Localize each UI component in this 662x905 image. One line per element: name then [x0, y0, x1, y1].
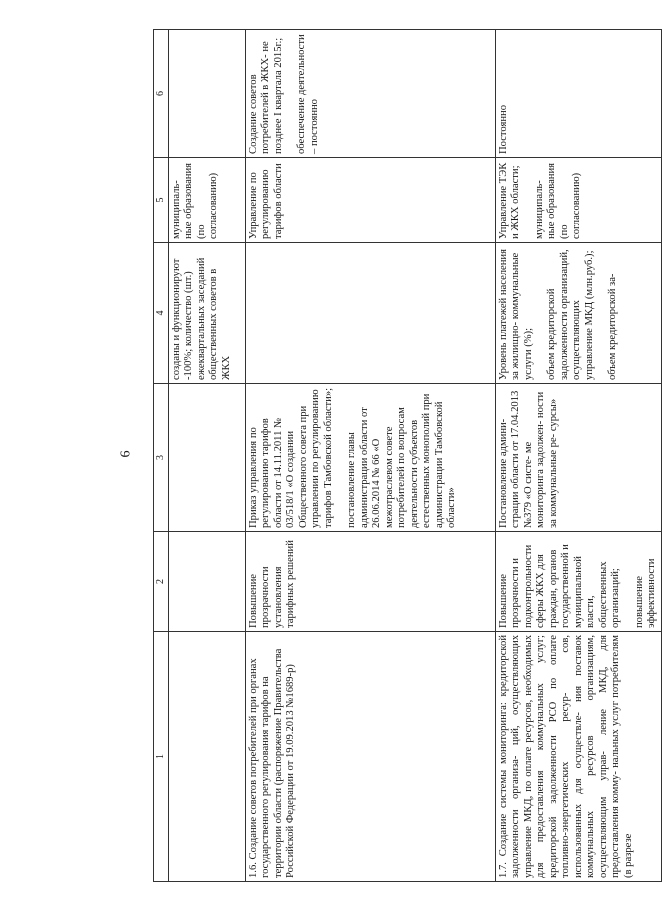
- cell-paragraph: Повышение прозрачности и подконтрольности сферы ЖКХ для граждан, органов государственной и муниципальной власти, общественных организаций;: [497, 544, 622, 628]
- cell-paragraph: Создание советов потребителей в ЖКХ- не позднее I квартала 2015г.;: [247, 37, 284, 154]
- table-cell: [495, 243, 661, 384]
- cell-paragraph: Приказ управления по регулированию тарифов области от 14.11.2011 № 03/518/1 «О создании Общественного совета при управлении по регулированию тарифов Тамбовской области»;: [247, 387, 334, 528]
- cell-paragraph: объем кредиторской задолженности организаций, осуществляющих управление МКД (млн.руб.);: [546, 249, 595, 380]
- table-cell: 1.7. Создание системы мониторинга: кредиторской задолженности организа- ций, осуществляющих управление МКД, по оплате ресурсов, необходимых для предоставления коммунальных услуг; кредиторской задолженности РСО по оплате топливно-энергетических ресур- сов, использованных для осуществле- ния поставок коммунальных ресурсов организациям, осуществляющим управ- ление МКД, для предоставления комму- нальных услуг потребителям (в разрезе: [495, 632, 661, 882]
- table-cell: [495, 158, 661, 243]
- table-cell: Постановление админи- страции области от 17.04.2013 №379 «О систе- ме мониторинга задолжен- ности за коммунальные ре- сурсы»: [495, 384, 661, 532]
- table-row: [245, 30, 495, 882]
- cell-paragraph: муниципаль- ные образования (по согласованию): [533, 162, 583, 239]
- table-cell: [245, 30, 495, 158]
- table-cell: [168, 384, 245, 532]
- cell-paragraph: обеспечение деятельности – постоянно: [296, 34, 320, 154]
- page-number: 6: [118, 450, 134, 458]
- table-cell: [168, 30, 245, 158]
- column-header-2: 2: [154, 532, 169, 632]
- column-header-4: 4: [154, 243, 169, 384]
- column-header-5: 5: [154, 158, 169, 243]
- cell-paragraph: Уровень платежей населения за жилищно- коммунальные услуги (%);: [497, 249, 534, 380]
- table-cell: [168, 632, 245, 882]
- cell-paragraph: Управление ТЭК и ЖКХ области;: [497, 162, 522, 239]
- column-header-3: 3: [154, 384, 169, 532]
- table-cell: Повышение прозрачности установления тарифных решений: [245, 532, 495, 632]
- cell-paragraph: повышение эффективности: [633, 558, 658, 628]
- table-cell: Управление по регулированию тарифов области: [245, 158, 495, 243]
- table-cell: [245, 243, 495, 384]
- table-row: [168, 30, 245, 882]
- table-cell: Постоянно: [495, 30, 661, 158]
- column-header-6: 6: [154, 30, 169, 158]
- table-header-row: [154, 30, 169, 882]
- table-cell: [168, 532, 245, 632]
- cell-paragraph: объем кредиторской за-: [607, 273, 619, 380]
- document-table-frame: [153, 30, 658, 882]
- cell-paragraph: постановление главы администрации области от 26.06.2014 № 66 «О межотраслевом совете потребителей по вопросам деятельности субъектов естественных монополий при администрации Тамбовской области»: [346, 393, 458, 528]
- rotated-table-container: [153, 30, 658, 882]
- table-cell: [495, 532, 661, 632]
- measures-table: [153, 29, 662, 882]
- table-row: [495, 30, 661, 882]
- table-cell: созданы и функционируют -100%; количество (шт.) ежеквартальных заседаний общественных советов в ЖКХ: [168, 243, 245, 384]
- column-header-1: 1: [154, 632, 169, 882]
- table-cell: [245, 384, 495, 532]
- table-cell: 1.6. Создание советов потребителей при органах государственного регулирования тарифов на территории области (распоряжение Правительства Российской Федерации от 19.09.2013 №1689-р): [245, 632, 495, 882]
- table-cell: муниципаль- ные образования (по согласованию): [168, 158, 245, 243]
